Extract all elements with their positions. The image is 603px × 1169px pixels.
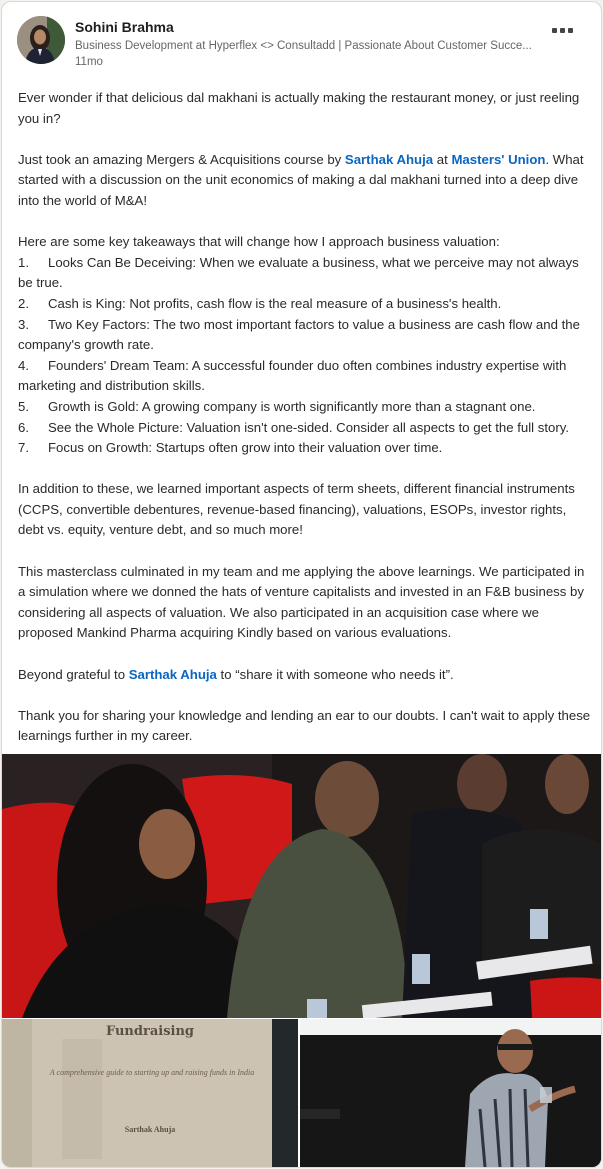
takeaways-list <box>18 253 593 459</box>
more-horizontal-icon <box>552 28 557 33</box>
list-number: 1. <box>18 254 29 270</box>
mention-link-sarthak-2[interactable]: Sarthak Ahuja <box>128 666 217 682</box>
list-text: See the Whole Picture: Valuation isn't one-sided. Consider all aspects to get the full story. <box>48 419 570 435</box>
paragraph-masterclass: This masterclass culminated in my team and me applying the above learnings. We participated in a simulation where we donned the hats of venture capitalists and invested in an F&B business by considering all aspects of valuation. We also participated in an acquisition case where we proposed Mankind Pharma acquiring Kindly based on various evaluations. <box>18 563 585 641</box>
mention-link-sarthak[interactable]: Sarthak Ahuja <box>344 151 434 167</box>
list-item <box>18 418 593 439</box>
list-number: 4. <box>18 357 29 373</box>
text: at <box>433 151 452 167</box>
paragraph-gratitude <box>18 665 593 686</box>
more-options-button[interactable] <box>552 28 573 33</box>
list-item <box>18 438 593 459</box>
text: Beyond grateful to <box>18 666 129 682</box>
list-number: 5. <box>18 398 29 414</box>
list-text: Growth is Gold: A growing company is worth significantly more than a stagnant one. <box>48 398 536 414</box>
list-text: Founders' Dream Team: A successful founder duo often combines industry expertise with marketing and distribution skills. <box>18 357 567 394</box>
list-text: Two Key Factors: The two most important factors to value a business are cash flow and the company's growth rate. <box>18 316 580 353</box>
post-body <box>18 88 593 747</box>
list-item <box>18 294 593 315</box>
paragraph-thanks: Thank you for sharing your knowledge and lending an ear to our doubts. I can't wait to apply these learnings further in my career. <box>18 707 591 744</box>
list-number: 6. <box>18 419 29 435</box>
text: . What started with a discussion on the unit economics of making a dal makhani turned into a deep dive into the world of M&A! <box>18 151 584 208</box>
author-name[interactable]: Sohini Brahma <box>75 19 174 35</box>
more-horizontal-icon-dot <box>560 28 565 33</box>
avatar[interactable] <box>17 16 65 64</box>
list-item <box>18 253 593 294</box>
post-timestamp: 11mo <box>75 56 103 68</box>
paragraph-intro: Ever wonder if that delicious dal makhani is actually making the restaurant money, or just reeling you in? <box>18 90 580 126</box>
post-card <box>1 1 602 1168</box>
book-title: Fundraising <box>105 1024 194 1039</box>
author-headline: Business Development at Hyperflex <> Consultadd | Passionate About Customer Succe... <box>75 40 532 52</box>
list-text: Focus on Growth: Startups often grow into their valuation over time. <box>48 440 443 456</box>
takeaways-intro: Here are some key takeaways that will change how I approach business valuation: <box>18 234 500 250</box>
list-text: Looks Can Be Deceiving: When we evaluate a business, what we perceive may not always be true. <box>18 254 579 291</box>
list-text: Cash is King: Not profits, cash flow is the real measure of a business's health. <box>48 295 502 311</box>
list-number: 7. <box>18 440 29 456</box>
post-header <box>2 2 601 77</box>
paragraph-course <box>18 150 593 212</box>
text: Just took an amazing Mergers & Acquisitions course by <box>18 151 345 167</box>
mention-link-masters-union[interactable]: Masters' Union <box>451 151 546 167</box>
list-number: 3. <box>18 316 29 332</box>
post-image-book[interactable] <box>2 1019 298 1167</box>
list-number: 2. <box>18 295 29 311</box>
post-image-classroom[interactable] <box>2 754 601 1018</box>
list-item <box>18 315 593 356</box>
post-image-speaker[interactable] <box>300 1019 601 1167</box>
book-subtitle: A comprehensive guide to starting up and raising funds in India <box>49 1068 255 1077</box>
paragraph-learnings: In addition to these, we learned important aspects of term sheets, different financial instruments (CCPS, convertible debentures, revenue-based financing), valuations, ESOPs, investor rights, debt vs. equity, venture debt, and so much more! <box>18 481 575 538</box>
book-author: Sarthak Ahuja <box>124 1125 176 1134</box>
text: to “share it with someone who needs it”. <box>216 666 454 682</box>
list-item <box>18 356 593 397</box>
more-horizontal-icon-dot <box>568 28 573 33</box>
list-item <box>18 397 593 418</box>
